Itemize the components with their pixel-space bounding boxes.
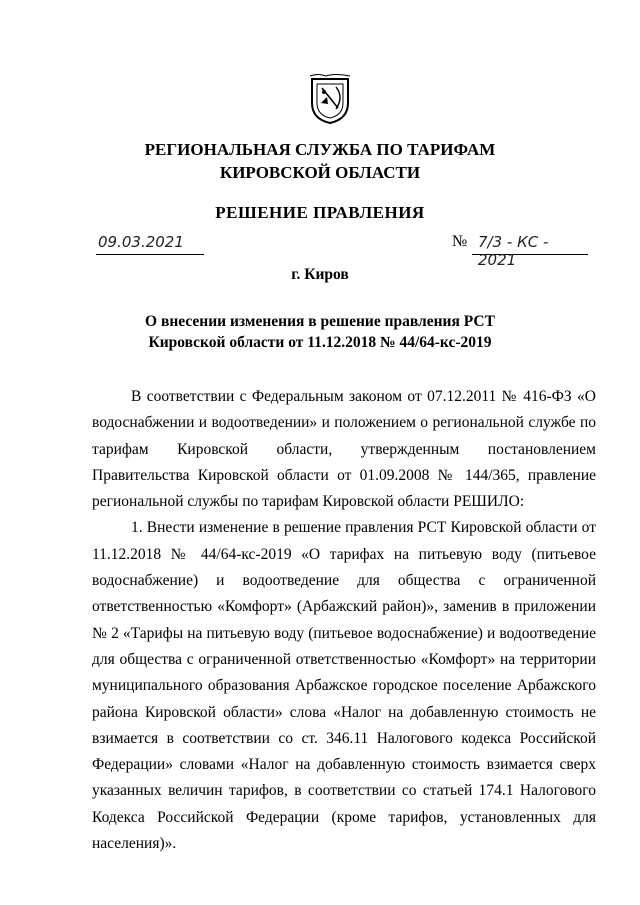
document-type-title: РЕШЕНИЕ ПРАВЛЕНИЯ bbox=[215, 203, 425, 222]
handwritten-date: 09.03.2021 bbox=[98, 233, 184, 251]
decision-number-field bbox=[472, 232, 588, 269]
document-body bbox=[92, 384, 596, 857]
kirov-coat-of-arms-icon bbox=[308, 73, 352, 125]
decision-subject: О внесении изменения в решение правления РСТ Кировской области от 11.12.2018 № 44/64-кс-2019 bbox=[145, 313, 495, 351]
body-paragraph-item-1: 1. Внести изменение в решение правления РСТ Кировской области от 11.12.2018 № 44/64-кс-2019 «О тарифах на питьевую воду (питьевое водоснабжение) и водоотведение для общества с ограниченной ответственностью «Комфорт» (Арбажский район)», заменив в приложении № 2 «Тарифы на питьевую воду (питьевое водоснабжение) и водоотведение для общества с ограниченной ответственностью «Комфорт» на территории муниципального образования Арбажское городское поселение Арбажского района Кировской области» слова «Налог на добавленную стоимость не взимается в соответствии со ст. 346.11 Налогового кодекса Российской Федерации» словами «Налог на добавленную стоимость взимается сверх указанных величин тарифов, в соответствии со статьей 174.1 Налогового Кодекса Российской Федерации (кроме тарифов, установленных для населения)». bbox=[92, 519, 596, 853]
city-line: г. Киров bbox=[291, 266, 349, 283]
organization-name-line-2: КИРОВСКОЙ ОБЛАСТИ bbox=[219, 163, 421, 182]
handwritten-number: 7/3 - КС - 2021 bbox=[478, 233, 549, 269]
organization-name-line-1: РЕГИОНАЛЬНАЯ СЛУЖБА ПО ТАРИФАМ bbox=[144, 140, 496, 159]
body-paragraph-preamble: В соответствии с Федеральным законом от 07.12.2011 № 416-ФЗ «О водоснабжении и водоотведении» и положением о региональной службе по тарифам Кировской области, утвержденным постановлением Правительства Кировской области от 01.09.2008 № 144/365, правление региональной службы по тарифам Кировской области РЕШИЛО: bbox=[92, 388, 596, 511]
number-sign: № bbox=[452, 233, 468, 250]
decision-date-field bbox=[96, 232, 204, 255]
